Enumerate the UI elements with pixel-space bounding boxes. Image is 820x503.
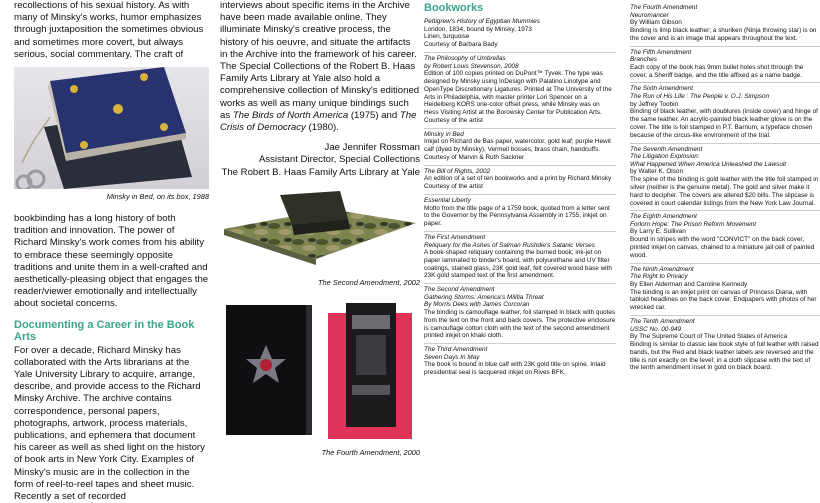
entry-title: The Eighth Amendment Forlorn Hope: The Prison Reform Movement xyxy=(630,213,757,228)
entry-title: The Bill of Rights, 2002 xyxy=(424,167,491,175)
col3-entry xyxy=(424,129,616,166)
entry-body: by Walter K. Olson The spine of the binding is gold leather with the title foil stamped in silver (neither is the genuine metal). The gold and silver make it hard to decipher. The covers are altered $20 bills. The slipcase is covered in court calendar listings from the New York Law Journal. xyxy=(630,168,819,207)
entry-body: The book is bound in blue calf with 23K gold title on spine. Inlaid presidential seal is lacquered inkjet on Rives BFK. xyxy=(424,361,606,377)
fourth-amendment-photo xyxy=(220,295,420,445)
caption-fourth-amendment: The Fourth Amendment, 2000 xyxy=(321,447,420,457)
entry-title: The Ninth Amendment The Right to Privacy xyxy=(630,265,694,281)
column-2 xyxy=(220,0,420,457)
entry-title: The Third Amendment Seven Days In May xyxy=(424,346,488,361)
entry-title: The Sixth Amendment The Run of His Life : The People v. O.J. Simpson xyxy=(630,85,770,100)
signature-org: The Robert B. Haas Family Arts Library at Yale xyxy=(221,166,420,178)
entry-title: Minsky in Bed xyxy=(424,130,464,138)
entry-body: By William Gibson Binding is limp black leather; a shuriken (Ninja throwing star) is on the cover and is an image that appears throughout the text. xyxy=(630,19,817,42)
signature-title: Assistant Director, Special Collections xyxy=(258,154,420,166)
entry-body: By Larry E. Sullivan Bound in stripes with the word "CONVICT" on the back cover, printed inkjet on canvas, chained to a miniature jail cell of painted wood. xyxy=(630,228,815,259)
entry-title: The First Amendment Reliquary for the Ashes of Salman Rushdie's Satanic Verses xyxy=(424,233,595,249)
col3-entry xyxy=(424,166,616,195)
col4-entry xyxy=(630,264,820,316)
col4-entry xyxy=(630,144,820,212)
entry-title: Essential Liberty xyxy=(424,196,471,204)
entry-title: Pettigrew's History of Egyptian Mummies xyxy=(424,18,540,25)
archive-paragraph: For over a decade, Richard Minsky has collaborated with the Arts librarians at the Yale University Library to acquire, arrange, describe, and provide access to the Richard Minsky Archive. The archive contains correspondence, personal papers, photographs, artwork, process materials, publications, and ephemera that document his career as well as shed light on the history of book arts in New York City. Examples of Minsky's music are in the collection in the form of reel-to-reel tapes and sheet music. Recently a set of recorded xyxy=(14,344,205,503)
entry-body: London, 1834, bound by Minsky, 1973 Linen, turquoise Courtesy of Barbara Bady xyxy=(424,25,532,49)
col3-entry xyxy=(424,53,616,129)
caption-second-amendment: The Second Amendment, 2002 xyxy=(317,277,420,287)
entry-title: The Fifth Amendment Branches xyxy=(630,48,692,64)
entry-body: by Jeffrey Toobin Binding of black leather, with doublures (inside cover) and hinge of the same leather. An acrylic-painted black leather glove is on the cover. The title is foil stamped in P.T. Barnum, a typeface chosen because of the circus-like environment of the trial. xyxy=(630,100,818,139)
entry-body: Each copy of the book has 9mm bullet holes shot through the cover, a Sheriff badge, and the title affixed as a name badge. xyxy=(630,63,804,79)
entry-body: A book-shaped reliquary containing the burned book; ink-jet on paper laminated to binder's board, with polyurethane and UV filter coatings, stained glass, 23K gold leaf, felt covered wood base with 23K gold stamped text of the first amendment. xyxy=(424,249,612,280)
caption-minsky-in-bed: Minsky in Bed, on its box, 1988 xyxy=(106,192,209,202)
signature-name: Jae Jennifer Rossman xyxy=(324,142,420,154)
entry-body: Inkjet on Richard de Bas paper, watercolor, gold leaf; purple Hewit calf (dyed by Minsky), Vermeil bosses, brass chain, handcuffs. Courtesy of Marvin & Ruth Sackner xyxy=(424,138,611,161)
col4-entry xyxy=(630,83,820,143)
entry-title: The Philosophy of Umbrellas by Robert Louis Stevenson, 2008 xyxy=(424,54,519,70)
intro-paragraph: recollections of his sexual history. As with many of Minsky's works, humor emphasizes through juxtaposition the sometimes obvious and sometimes more covert, but always serious, social commentary. The craft of xyxy=(14,0,204,60)
col3-entry xyxy=(424,16,616,53)
bookworks-list xyxy=(424,16,616,380)
interviews-text: interviews about specific items in the Archive have been made available online. They illuminate Minsky's creative process, the history of his oeuvre, and situate the artifacts in the Archive into the framework of his career. The Special Collections of the Robert B. Haas Family Arts Library at Yale also hold a comprehensive collection of Minsky's editioned works as well as many unique bindings such as xyxy=(220,0,420,121)
entry-body: By The Supreme Court of The United States of America Binding is similar to classic law book style of full leather with raised bands, but the Red and black leather labels are reversed and the title is not exactly on the level; in a cloth slipcase with the text of the tenth amendment inset in gold on black board. xyxy=(630,333,819,372)
entry-title: The Fourth Amendment Neuromancer xyxy=(630,4,698,19)
interviews-paragraph xyxy=(220,0,420,134)
col4-entry xyxy=(630,211,820,263)
minsky-in-bed-photo xyxy=(14,67,209,189)
column-3 xyxy=(424,0,616,380)
minsky-in-bed-illustration xyxy=(14,67,209,189)
column-4 xyxy=(630,0,820,375)
col3-entry xyxy=(424,195,616,232)
entry-body: Motto from the title page of a 1759 book, quoted from a letter sent to the Governor by the Pennsylvania Assembly in 1755, inkjet on paper. xyxy=(424,204,610,228)
col4-entry xyxy=(630,2,820,47)
entry-title: The Second Amendment Gathering Storms: America's Militia Threat By Morris Dees with James Corcoran xyxy=(424,286,544,309)
crisis-title: The Crisis of Democracy xyxy=(220,109,417,134)
tradition-paragraph: bookbinding has a long history of both tradition and innovation. The power of Richard Minsky's work comes from his ability to embrace these seemingly opposite traditions and unite them in a well-crafted and aesthetically-pleasing object that engages the reader/viewer emotionally and intellectually about societal concerns. xyxy=(14,213,209,310)
column-1 xyxy=(14,0,209,503)
col3-entry xyxy=(424,344,616,380)
amendments-list xyxy=(630,2,820,375)
entry-body: By Ellen Alderman and Caroline Kennedy The binding is an inkjet print on canvas of Princess Diana, with tabloid headlines on the back cover. Endpapers with photos of her wrecked car. xyxy=(630,280,817,312)
fourth-amendment-illustration xyxy=(220,295,420,445)
interviews-end: (1980). xyxy=(305,122,339,134)
entry-title: The Tenth Amendment USSC No. 00-949 xyxy=(630,318,695,333)
entry-body: Edition of 100 copies printed on DuPont™ Tyvek. The type was designed by Minsky using InDesign with Palatino Linotype and OpenType Discretionary Ligatures. Printed at The University of the Arts in Philadelphia, with master printer Lori Spencer on a Heidelberg KORS one-color offset press, while Minsky was on Hess Visiting Artist at the Borowsky Center for Publication Arts. Courtesy of the artist xyxy=(424,70,612,124)
col3-entry xyxy=(424,232,616,284)
section-heading-documenting: Documenting a Career in the Book Arts xyxy=(14,318,195,343)
entry-body: An edition of a set of ten bookworks and a print by Richard Minsky Courtesy of the artist xyxy=(424,175,612,191)
second-amendment-photo xyxy=(220,189,420,275)
col3-entry xyxy=(424,284,616,344)
bookworks-heading: Bookworks xyxy=(424,2,484,14)
birds-title: The Birds of North America xyxy=(232,109,349,121)
col4-entry xyxy=(630,316,820,375)
interviews-mid: (1975) and xyxy=(348,109,400,121)
col4-entry xyxy=(630,47,820,84)
entry-body: The binding is camouflage leather, foil stamped in black with quotes from the text on the front and back covers. The protective enclosure is camouflage cotton cloth with the text of the second amendment printed inkjet on khaki cloth. xyxy=(424,309,616,340)
second-amendment-illustration xyxy=(220,189,420,275)
entry-title: The Seventh Amendment The Litigation Explosion: What Happened When America Unleashed the Lawsuit xyxy=(630,145,787,168)
